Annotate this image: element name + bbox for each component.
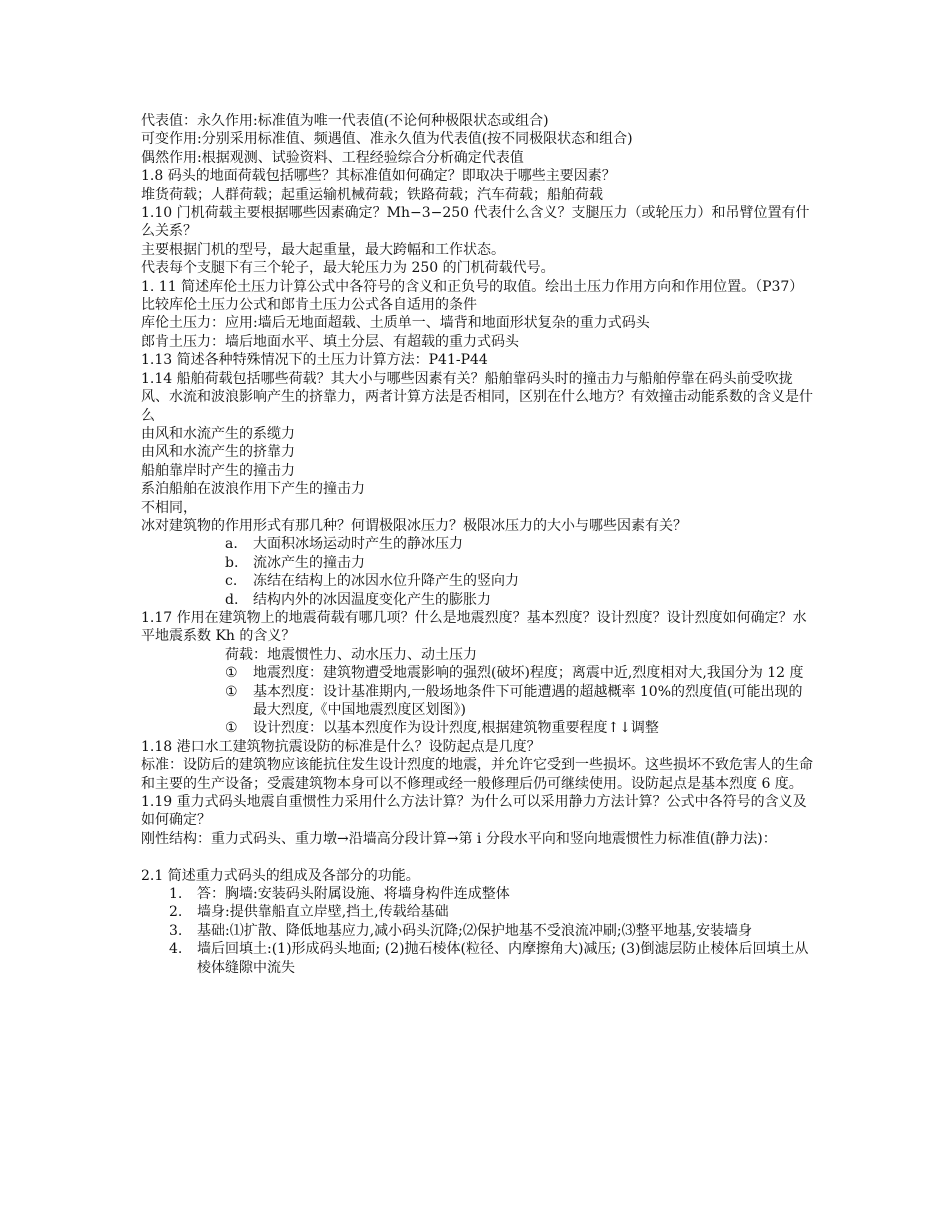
blank-line bbox=[141, 848, 816, 866]
text-line: 堆货荷载；人群荷载；起重运输机械荷载；铁路荷载；汽车荷载；船舶荷载 bbox=[141, 186, 603, 203]
list-item-text: 设计烈度：以基本烈度作为设计烈度,根据建筑物重要程度↑↓调整 bbox=[253, 720, 659, 737]
question-heading: 1.18 港口水工建筑物抗震设防的标准是什么？设防起点是几度？ bbox=[141, 738, 541, 755]
list-marker: 1. bbox=[169, 886, 183, 903]
question-heading: 1.13 简述各种特殊情况下的土压力计算方法：P41-P44 bbox=[141, 352, 488, 369]
text-line: 系泊船舶在波浪作用下产生的撞击力 bbox=[141, 481, 365, 498]
text-line: 库伦土压力：应用:墙后无地面超载、土质单一、墙背和地面形状复杂的重力式码头 bbox=[141, 315, 650, 332]
list-marker: ① bbox=[225, 720, 238, 737]
text-line: 代表值：永久作用:标准值为唯一代表值(不论何种极限状态或组合) bbox=[141, 113, 549, 129]
question-heading: 冰对建筑物的作用形式有那几种？何谓极限冰压力？极限冰压力的大小与哪些因素有关？ bbox=[141, 517, 687, 534]
text-line: 刚性结构：重力式码头、重力墩→沿墙高分段计算→第 i 分段水平向和竖向地震惯性力标准值(静力法)： bbox=[141, 830, 777, 847]
text-line: 标准：设防后的建筑物应该能抗住发生设计烈度的地震，并允许它受到一些损坏。这些损坏不致危害人的生命和主要的生产设备；受震建筑物本身可以不修理或经一般修理后仍可继续使用。设防起点是基本烈度 6 度。 bbox=[141, 757, 813, 792]
question-heading: 1.10 门机荷载主要根据哪些因素确定？Mh−3−250 代表什么含义？支腿压力（或轮压力）和吊臂位置有什么关系？ bbox=[141, 205, 810, 240]
question-heading: 1.19 重力式码头地震自重惯性力采用什么方法计算？为什么可以采用静力方法计算？公式中各符号的含义及如何确定？ bbox=[141, 794, 807, 829]
list-marker: ① bbox=[225, 683, 238, 700]
text-line: 不相同， bbox=[141, 499, 197, 516]
text-line: 由风和水流产生的系缆力 bbox=[141, 425, 295, 442]
list-item bbox=[141, 683, 816, 720]
list-item bbox=[141, 719, 816, 737]
list-marker: 3. bbox=[169, 922, 183, 939]
text-line: 船舶靠岸时产生的撞击力 bbox=[141, 462, 295, 479]
list-item-text: 地震烈度：建筑物遭受地震影响的强烈(破坏)程度；离震中近,烈度相对大,我国分为 12 度 bbox=[253, 665, 804, 682]
earthquake-intensity-list bbox=[141, 664, 816, 738]
list-item-text: 结构内外的冰因温度变化产生的膨胀力 bbox=[253, 591, 491, 608]
text-line: 主要根据门机的型号，最大起重量，最大跨幅和工作状态。 bbox=[141, 241, 505, 258]
list-item-text: 答：胸墙:安装码头附属设施、将墙身构件连成整体 bbox=[197, 886, 510, 903]
text-line: 由风和水流产生的挤靠力 bbox=[141, 444, 295, 461]
text-line: 郎肯土压力：墙后地面水平、填土分层、有超载的重力式码头 bbox=[141, 333, 519, 350]
list-item-text: 大面积冰场运动时产生的静冰压力 bbox=[253, 536, 463, 553]
ice-action-list bbox=[141, 535, 816, 609]
list-item-text: 冻结在结构上的冰因水位升降产生的竖向力 bbox=[253, 573, 519, 590]
list-marker: 4. bbox=[169, 941, 183, 958]
wharf-components-list bbox=[141, 885, 816, 977]
list-item-text: 墙后回填土:(1)形成码头地面; (2)抛石棱体(粒径、内摩擦角大)减压; (3)倒滤层防止棱体后回填土从棱体缝隙中流失 bbox=[197, 941, 809, 976]
list-item bbox=[141, 885, 816, 903]
list-marker: a. bbox=[225, 536, 238, 553]
list-item-text: 基本烈度：设计基准期内,一般场地条件下可能遭遇的超越概率 10%的烈度值(可能出现的最大烈度,《中国地震烈度区划图》) bbox=[253, 683, 803, 718]
text-line: 偶然作用:根据观测、试验资料、工程经验综合分析确定代表值 bbox=[141, 149, 524, 166]
text-line: 荷载：地震惯性力、动水压力、动土压力 bbox=[225, 646, 477, 663]
question-heading: 2.1 简述重力式码头的组成及各部分的功能。 bbox=[141, 867, 420, 884]
text-line: 可变作用:分别采用标准值、频遇值、准永久值为代表值(按不同极限状态和组合) bbox=[141, 131, 633, 148]
list-marker: ① bbox=[225, 665, 238, 682]
list-marker: c. bbox=[225, 573, 238, 590]
text-line: 代表每个支腿下有三个轮子，最大轮压力为 250 的门机荷载代号。 bbox=[141, 260, 555, 277]
list-item-text: 墙身:提供靠船直立岸壁,挡土,传载给基础 bbox=[197, 904, 449, 921]
document-page bbox=[141, 112, 816, 977]
list-item bbox=[141, 664, 816, 682]
list-marker: b. bbox=[225, 554, 239, 571]
question-heading: 1.8 码头的地面荷载包括哪些？其标准值如何确定？即取决于哪些主要因素？ bbox=[141, 168, 616, 185]
question-heading: 1.17 作用在建筑物上的地震荷载有哪几项？什么是地震烈度？基本烈度？设计烈度？设计烈度如何确定？水平地震系数 Kh 的含义？ bbox=[141, 609, 807, 645]
list-marker: d. bbox=[225, 591, 239, 608]
question-heading: 1.14 船舶荷载包括哪些荷载？其大小与哪些因素有关？船舶靠码头时的撞击力与船舶停靠在码头前受吹拢风、水流和波浪影响产生的挤靠力，两者计算方法是否相同，区别在什么地方？有效撞击动能系数的含义是什么 bbox=[141, 370, 813, 424]
list-item bbox=[141, 554, 816, 572]
list-item bbox=[141, 903, 816, 921]
list-item bbox=[141, 572, 816, 590]
list-item bbox=[141, 535, 816, 553]
list-item-text: 基础:⑴扩散、降低地基应力,减小码头沉降;⑵保护地基不受浪流冲刷;⑶整平地基,安装墙身 bbox=[197, 922, 753, 939]
list-marker: 2. bbox=[169, 904, 183, 921]
question-heading: 1. 11 简述库伦土压力计算公式中各符号的含义和正负号的取值。绘出土压力作用方向和作用位置。（P37）比较库伦土压力公式和郎肯土压力公式各自适用的条件 bbox=[141, 278, 804, 314]
list-item bbox=[141, 940, 816, 977]
list-item-text: 流冰产生的撞击力 bbox=[253, 554, 365, 571]
list-item bbox=[141, 591, 816, 609]
list-item bbox=[141, 922, 816, 940]
